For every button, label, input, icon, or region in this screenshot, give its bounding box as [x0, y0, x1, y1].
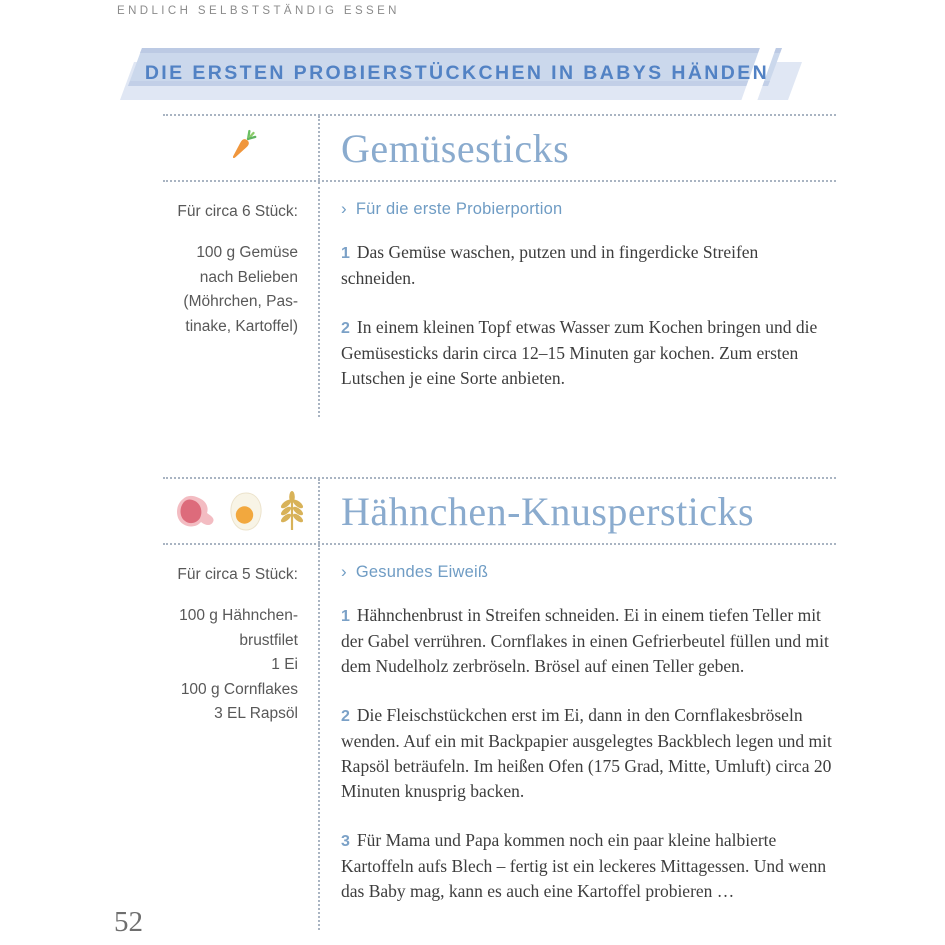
step	[341, 240, 833, 291]
recipe-subtitle	[341, 199, 836, 219]
ingredient-line: (Möhrchen, Pas-	[183, 293, 298, 311]
step-text: Für Mama und Papa kommen noch ein paar kleine halbierte Kartoffeln aufs Blech – fertig ist ein leckeres Mittagessen. Und wenn das Baby mag, kann es auch eine Kartoffel probieren …	[341, 829, 827, 901]
recipe-card-gemuesesticks	[163, 114, 836, 417]
step-number: 2	[341, 319, 350, 337]
step-number: 2	[341, 707, 350, 725]
section-banner	[112, 42, 812, 104]
banner-ribbon-graphic	[112, 42, 812, 104]
running-header: ENDLICH SELBSTSTÄNDIG ESSEN	[117, 5, 400, 17]
recipe-subtitle	[341, 562, 836, 582]
ingredients-panel	[163, 182, 318, 417]
recipe-title: Gemüsesticks	[341, 126, 570, 171]
chevron-right-icon: ›	[341, 199, 347, 218]
ingredient-line: nach Belieben	[199, 268, 298, 286]
recipe-title-cell	[318, 479, 836, 543]
ribbon-top-bevel	[140, 48, 782, 53]
recipe-header	[163, 114, 836, 182]
ingredient-line: 100 g Hähnchen-	[179, 607, 298, 625]
egg-icon	[226, 490, 266, 532]
recipe-body	[163, 545, 836, 930]
recipe-card-haehnchen-knuspersticks	[163, 477, 836, 930]
ingredient-line: tinake, Kartoffel)	[185, 317, 298, 335]
ingredient-line: brustfilet	[239, 631, 298, 649]
banner-title: DIE ERSTEN PROBIERSTÜCKCHEN IN BABYS HÄNDEN	[144, 62, 770, 85]
step-number: 3	[341, 832, 350, 850]
ingredient-line: 100 g Cornflakes	[180, 680, 298, 698]
ingredient-line: 1 Ei	[271, 656, 298, 674]
recipe-icons	[163, 116, 318, 180]
step-number: 1	[341, 245, 350, 262]
instructions-panel	[318, 182, 836, 417]
step-text: Die Fleischstückchen erst im Ei, dann in den Cornflakesbröseln wenden. Auf ein mit Backpapier ausgelegtes Backblech legen und mit Rapsöl beträufeln. Im heißen Ofen (175 Grad, Mitte, Umluft) circa 20 Minuten knusprig backen.	[341, 704, 832, 801]
step-number: 1	[341, 608, 350, 625]
recipe-title: Hähnchen-Knuspersticks	[341, 489, 755, 534]
step	[341, 703, 833, 804]
page-number: 52	[114, 906, 143, 938]
recipe-title-cell	[318, 116, 836, 180]
step-text: In einem kleinen Topf etwas Wasser zum Kochen bringen und die Gemüsesticks darin circa 12–15 Minuten gar kochen. Zum ersten Lutschen je eine Sorte anbieten.	[341, 316, 818, 388]
ingredient-line: 100 g Gemüse	[196, 244, 298, 262]
recipe-icons	[163, 479, 318, 543]
step	[341, 828, 833, 904]
wheat-icon	[275, 489, 309, 533]
carrot-icon	[218, 123, 264, 173]
ingredient-line: 3 EL Rapsöl	[214, 705, 298, 723]
step-text: Hähnchenbrust in Streifen schneiden. Ei in einem tiefen Teller mit der Gabel verrühren. Cornflakes in einen Gefrierbeutel füllen und mit dem Nudelholz zerbröseln. Brösel auf einen Teller geben.	[341, 605, 829, 676]
step-text: Das Gemüse waschen, putzen und in fingerdicke Streifen schneiden.	[341, 242, 759, 288]
recipe-subtitle-text: Gesundes Eiweiß	[355, 563, 489, 581]
meat-icon	[173, 490, 217, 532]
recipe-subtitle-text: Für die erste Probierportion	[355, 200, 563, 218]
instructions-panel	[318, 545, 836, 930]
recipe-header	[163, 477, 836, 545]
ingredients-panel	[163, 545, 318, 930]
step	[341, 315, 833, 391]
chevron-right-icon: ›	[341, 562, 347, 581]
step	[341, 603, 833, 679]
recipe-body	[163, 182, 836, 417]
yield-line: Für circa 5 Stück:	[177, 566, 298, 583]
yield-line: Für circa 6 Stück:	[177, 203, 298, 220]
